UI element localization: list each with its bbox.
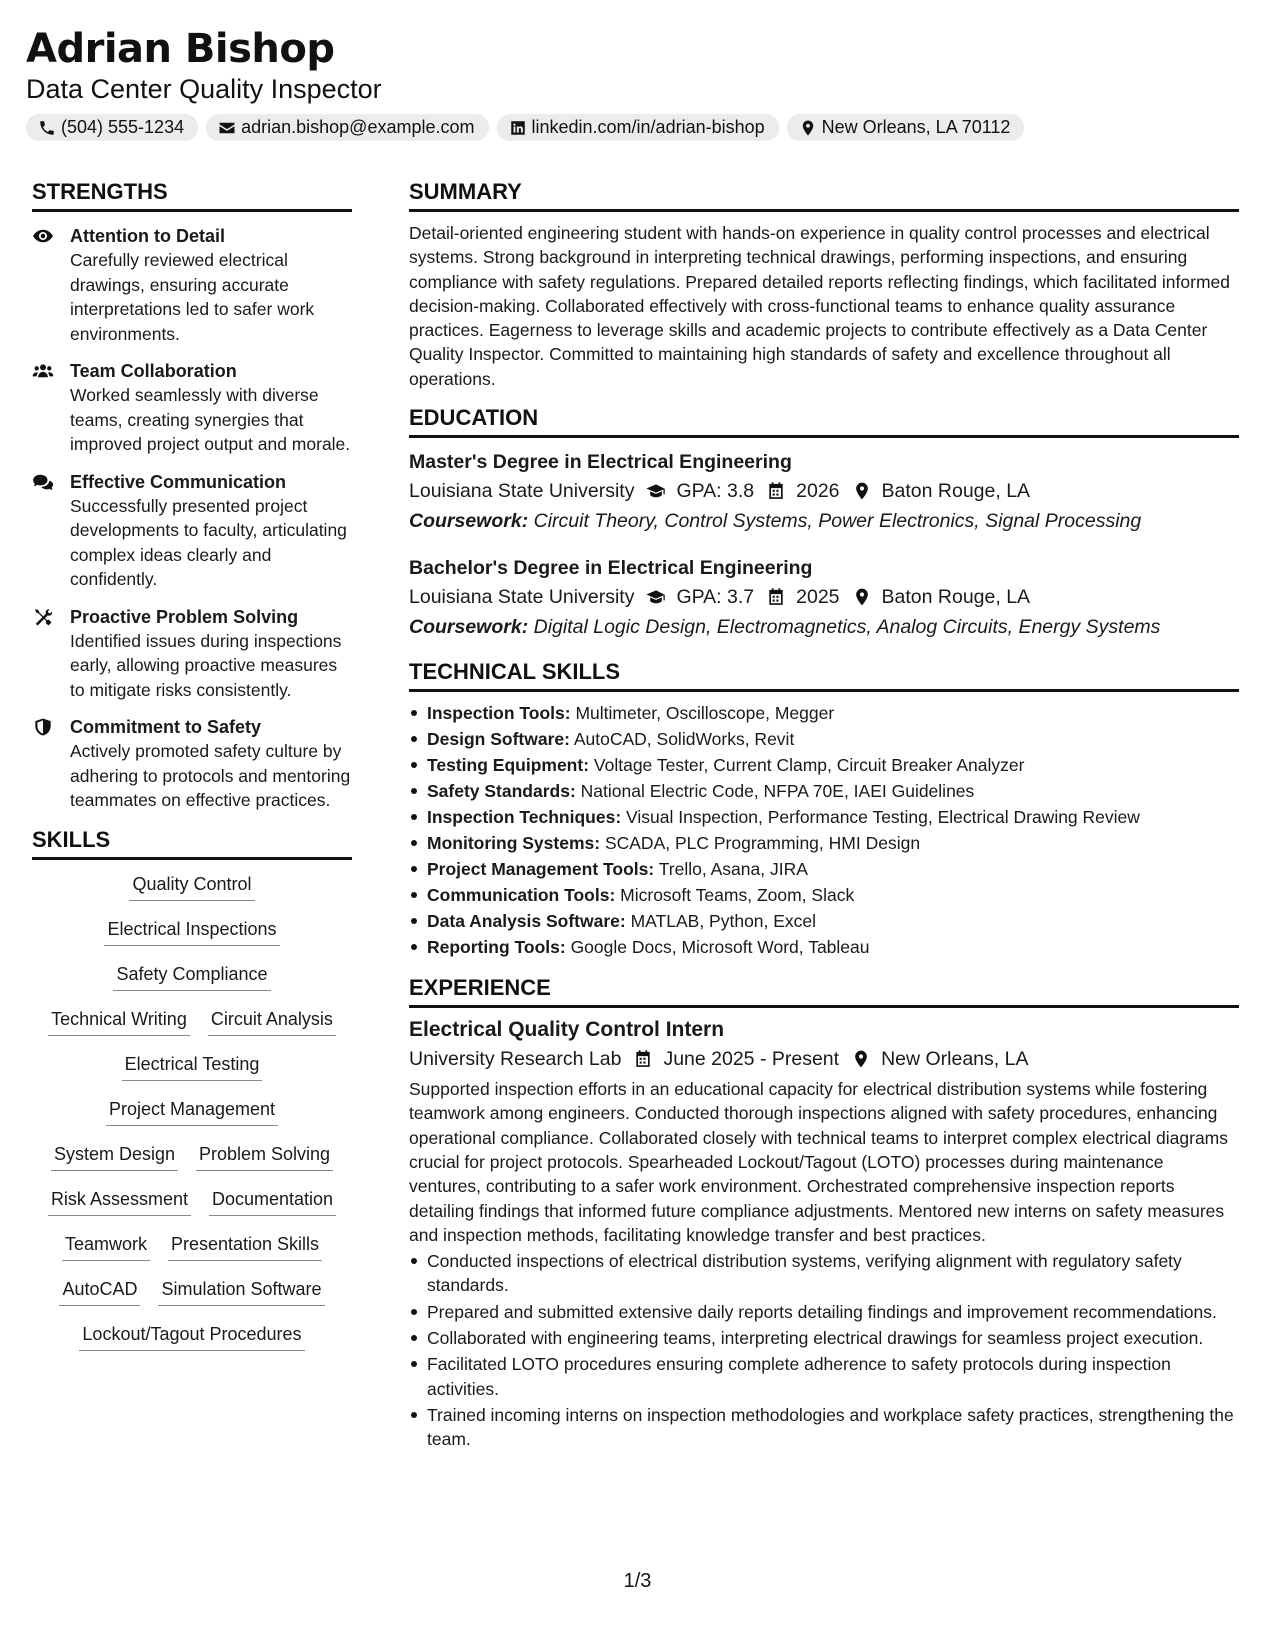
education-meta	[409, 476, 1239, 506]
linkedin-icon	[509, 119, 527, 137]
tech-skill-value: SCADA, PLC Programming, HMI Design	[604, 833, 921, 854]
skill-tag: Risk Assessment	[48, 1188, 191, 1216]
list-item	[409, 726, 1239, 752]
tech-skill-label: Inspection Techniques:	[427, 807, 622, 828]
skill-tag: Electrical Testing	[122, 1053, 263, 1081]
strength-title: Commitment to Safety	[70, 717, 262, 737]
list-item	[409, 804, 1239, 830]
strength-desc: Carefully reviewed electrical drawings, ensuring accurate interpretations led to safer work environments.	[70, 250, 315, 344]
strength-desc: Actively promoted safety culture by adhering to protocols and mentoring teammates on effective practices.	[70, 741, 351, 810]
candidate-title: Data Center Quality Inspector	[26, 74, 382, 104]
job-role: Electrical Quality Control Intern	[409, 1018, 725, 1042]
tech-skill-label: Data Analysis Software:	[427, 911, 626, 932]
skill-tag: Teamwork	[62, 1233, 150, 1261]
phone-icon	[38, 119, 56, 137]
list-item	[409, 830, 1239, 856]
strengths-list	[32, 224, 352, 813]
strength-desc: Worked seamlessly with diverse teams, creating synergies that improved project output and morale.	[70, 385, 351, 454]
coursework	[409, 612, 1239, 642]
resume-header	[26, 24, 1249, 141]
list-item: Conducted inspections of electrical distribution systems, verifying alignment with regulatory safety standards.	[409, 1249, 1239, 1298]
school-name: Louisiana State University	[409, 586, 635, 609]
list-item	[409, 908, 1239, 934]
tech-skill-value: Visual Inspection, Performance Testing, Electrical Drawing Review	[626, 807, 1140, 828]
envelope-icon	[218, 119, 236, 137]
map-pin-icon	[852, 587, 872, 607]
list-item: Collaborated with engineering teams, interpreting electrical drawings for seamless project execution.	[409, 1326, 1239, 1350]
school-location: Baton Rouge, LA	[881, 586, 1031, 609]
tech-skill-value: MATLAB, Python, Excel	[630, 911, 817, 932]
candidate-name: Adrian Bishop	[26, 26, 335, 72]
right-column	[409, 178, 1239, 1454]
education-meta	[409, 582, 1239, 612]
skills-list	[32, 873, 352, 1368]
calendar-icon	[766, 587, 786, 607]
skill-tag: Problem Solving	[196, 1143, 333, 1171]
strength-title: Proactive Problem Solving	[70, 606, 299, 627]
job-location: New Orleans, LA	[881, 1048, 1029, 1071]
skill-tag: Presentation Skills	[168, 1233, 322, 1261]
contact-email[interactable]	[206, 114, 488, 141]
shield-icon	[32, 718, 54, 736]
coursework-text: Digital Logic Design, Electromagnetics, Analog Circuits, Energy Systems	[533, 616, 1161, 639]
gpa: GPA: 3.8	[676, 480, 755, 503]
tech-skill-value: Trello, Asana, JIRA	[658, 859, 808, 880]
list-item: Facilitated LOTO procedures ensuring complete adherence to safety protocols during inspection activities.	[409, 1352, 1239, 1401]
coursework-label: Coursework:	[409, 616, 529, 639]
coursework-text: Circuit Theory, Control Systems, Power Electronics, Signal Processing	[533, 510, 1142, 533]
list-item: Prepared and submitted extensive daily reports detailing findings and improvement recommendations.	[409, 1300, 1239, 1324]
contact-location-text: New Orleans, LA 70112	[821, 117, 1011, 137]
eye-icon	[32, 227, 54, 245]
tech-skill-label: Monitoring Systems:	[427, 833, 601, 854]
graduation-cap-icon	[646, 587, 666, 607]
skill-tag: Documentation	[209, 1188, 336, 1216]
strength-item	[32, 224, 352, 346]
tech-skill-value: Google Docs, Microsoft Word, Tableau	[570, 937, 870, 958]
summary-text: Detail-oriented engineering student with hands-on experience in quality control processes and electrical systems. Strong background in interpreting technical drawings, performing inspections, and ensuring compliance with safety regulations. Prepared detailed reports reflecting findings, which facilitated informed decision-making. Collaborated effectively with cross-functional teams to enhance quality assurance practices. Eagerness to leverage skills and academic projects to contribute effectively as a Data Center Quality Inspector. Committed to maintaining high standards of safety and excellence throughout all operations.	[409, 223, 1230, 389]
skill-tag: Simulation Software	[158, 1278, 324, 1306]
contact-location[interactable]	[787, 114, 1025, 141]
skills-heading: SKILLS	[32, 826, 352, 860]
list-item: Trained incoming interns on inspection methodologies and workplace safety practices, strengthening the team.	[409, 1403, 1239, 1452]
map-pin-icon	[799, 119, 817, 137]
employer: University Research Lab	[409, 1048, 622, 1071]
school-location: Baton Rouge, LA	[881, 480, 1031, 503]
strength-desc: Identified issues during inspections early, allowing proactive measures to mitigate risks consistently.	[70, 630, 342, 700]
calendar-icon	[633, 1049, 653, 1069]
list-item	[409, 778, 1239, 804]
strength-item	[32, 359, 352, 457]
page-number: 1/3	[623, 1570, 652, 1592]
degree-title: Bachelor's Degree in Electrical Engineering	[409, 557, 813, 580]
skill-tag: Circuit Analysis	[208, 1008, 336, 1036]
contact-linkedin[interactable]	[497, 114, 779, 141]
skill-tag: System Design	[51, 1143, 178, 1171]
experience-entry	[409, 1016, 1239, 1451]
contact-email-text: adrian.bishop@example.com	[241, 117, 475, 137]
experience-heading: EXPERIENCE	[409, 974, 1239, 1008]
list-item	[409, 934, 1239, 960]
coursework-label: Coursework:	[409, 510, 529, 533]
tech-skill-label: Inspection Tools:	[427, 703, 571, 724]
skill-tag: AutoCAD	[59, 1278, 140, 1306]
list-item	[409, 752, 1239, 778]
tools-icon	[32, 608, 54, 626]
list-item	[409, 882, 1239, 908]
tech-skill-value: AutoCAD, SolidWorks, Revit	[573, 729, 795, 750]
strength-item	[32, 715, 352, 813]
strength-title: Effective Communication	[70, 471, 287, 492]
tech-skill-value: Microsoft Teams, Zoom, Slack	[620, 885, 855, 906]
contact-phone-text: (504) 555-1234	[61, 117, 185, 137]
map-pin-icon	[852, 481, 872, 501]
tech-skill-label: Reporting Tools:	[427, 937, 566, 958]
strength-desc: Successfully presented project developments to faculty, articulating complex ideas clearly and confidently.	[70, 495, 347, 589]
skill-tag: Project Management	[106, 1098, 278, 1126]
experience-meta	[409, 1044, 1239, 1074]
users-icon	[32, 362, 54, 380]
tech-skill-label: Project Management Tools:	[427, 859, 655, 880]
education-heading: EDUCATION	[409, 404, 1239, 438]
summary-heading: SUMMARY	[409, 178, 1239, 212]
tech-skill-value: Voltage Tester, Current Clamp, Circuit Breaker Analyzer	[593, 755, 1025, 776]
contact-bar	[26, 114, 1249, 141]
tech-skill-value: Multimeter, Oscilloscope, Megger	[575, 703, 835, 724]
strength-item	[32, 470, 352, 592]
job-dates: June 2025 - Present	[663, 1048, 840, 1071]
graduation-cap-icon	[646, 481, 666, 501]
tech-skill-value: National Electric Code, NFPA 70E, IAEI Guidelines	[580, 781, 975, 802]
coursework	[409, 506, 1239, 536]
job-bullets	[409, 1249, 1239, 1451]
list-item	[409, 856, 1239, 882]
job-description: Supported inspection efforts in an educational capacity for electrical distribution systems while fostering teamwork among engineers. Conducted thorough inspections aligned with safety procedures, enhancing operational compliance. Collaborated closely with technical teams to interpret complex electrical diagrams crucial for project protocols. Spearheaded Lockout/Tagout (LOTO) processes during maintenance ventures, contributing to a safer work environment. Orchestrated comprehensive inspection reports detailing findings that informed future compliance adjustments. Mentored new interns on safety measures and inspection methods, facilitating knowledge transfer and best practices.	[409, 1079, 1229, 1245]
strength-item	[32, 605, 352, 703]
technical-skills-list	[409, 700, 1239, 960]
skill-tag: Lockout/Tagout Procedures	[79, 1323, 304, 1351]
graduation-year: 2025	[796, 586, 840, 609]
education-entry	[409, 554, 1239, 642]
strength-title: Team Collaboration	[70, 361, 237, 381]
skill-tag: Technical Writing	[48, 1008, 190, 1036]
strength-title: Attention to Detail	[70, 226, 225, 246]
school-name: Louisiana State University	[409, 480, 635, 503]
tech-skill-label: Communication Tools:	[427, 885, 616, 906]
list-item	[409, 700, 1239, 726]
calendar-icon	[766, 481, 786, 501]
tech-skill-label: Testing Equipment:	[427, 755, 590, 776]
contact-linkedin-text: linkedin.com/in/adrian-bishop	[531, 117, 765, 137]
skill-tag: Electrical Inspections	[104, 918, 279, 946]
technical-skills-heading: TECHNICAL SKILLS	[409, 658, 1239, 692]
contact-phone[interactable]	[26, 114, 198, 141]
gpa: GPA: 3.7	[676, 586, 755, 609]
graduation-year: 2026	[796, 480, 840, 503]
tech-skill-label: Design Software:	[427, 729, 570, 750]
education-entry	[409, 448, 1239, 536]
left-column	[32, 178, 352, 1368]
degree-title: Master's Degree in Electrical Engineering	[409, 451, 792, 474]
strengths-heading: STRENGTHS	[32, 178, 352, 212]
comments-icon	[32, 473, 54, 491]
skill-tag: Safety Compliance	[113, 963, 270, 991]
tech-skill-label: Safety Standards:	[427, 781, 576, 802]
map-pin-icon	[851, 1049, 871, 1069]
skill-tag: Quality Control	[129, 873, 254, 901]
